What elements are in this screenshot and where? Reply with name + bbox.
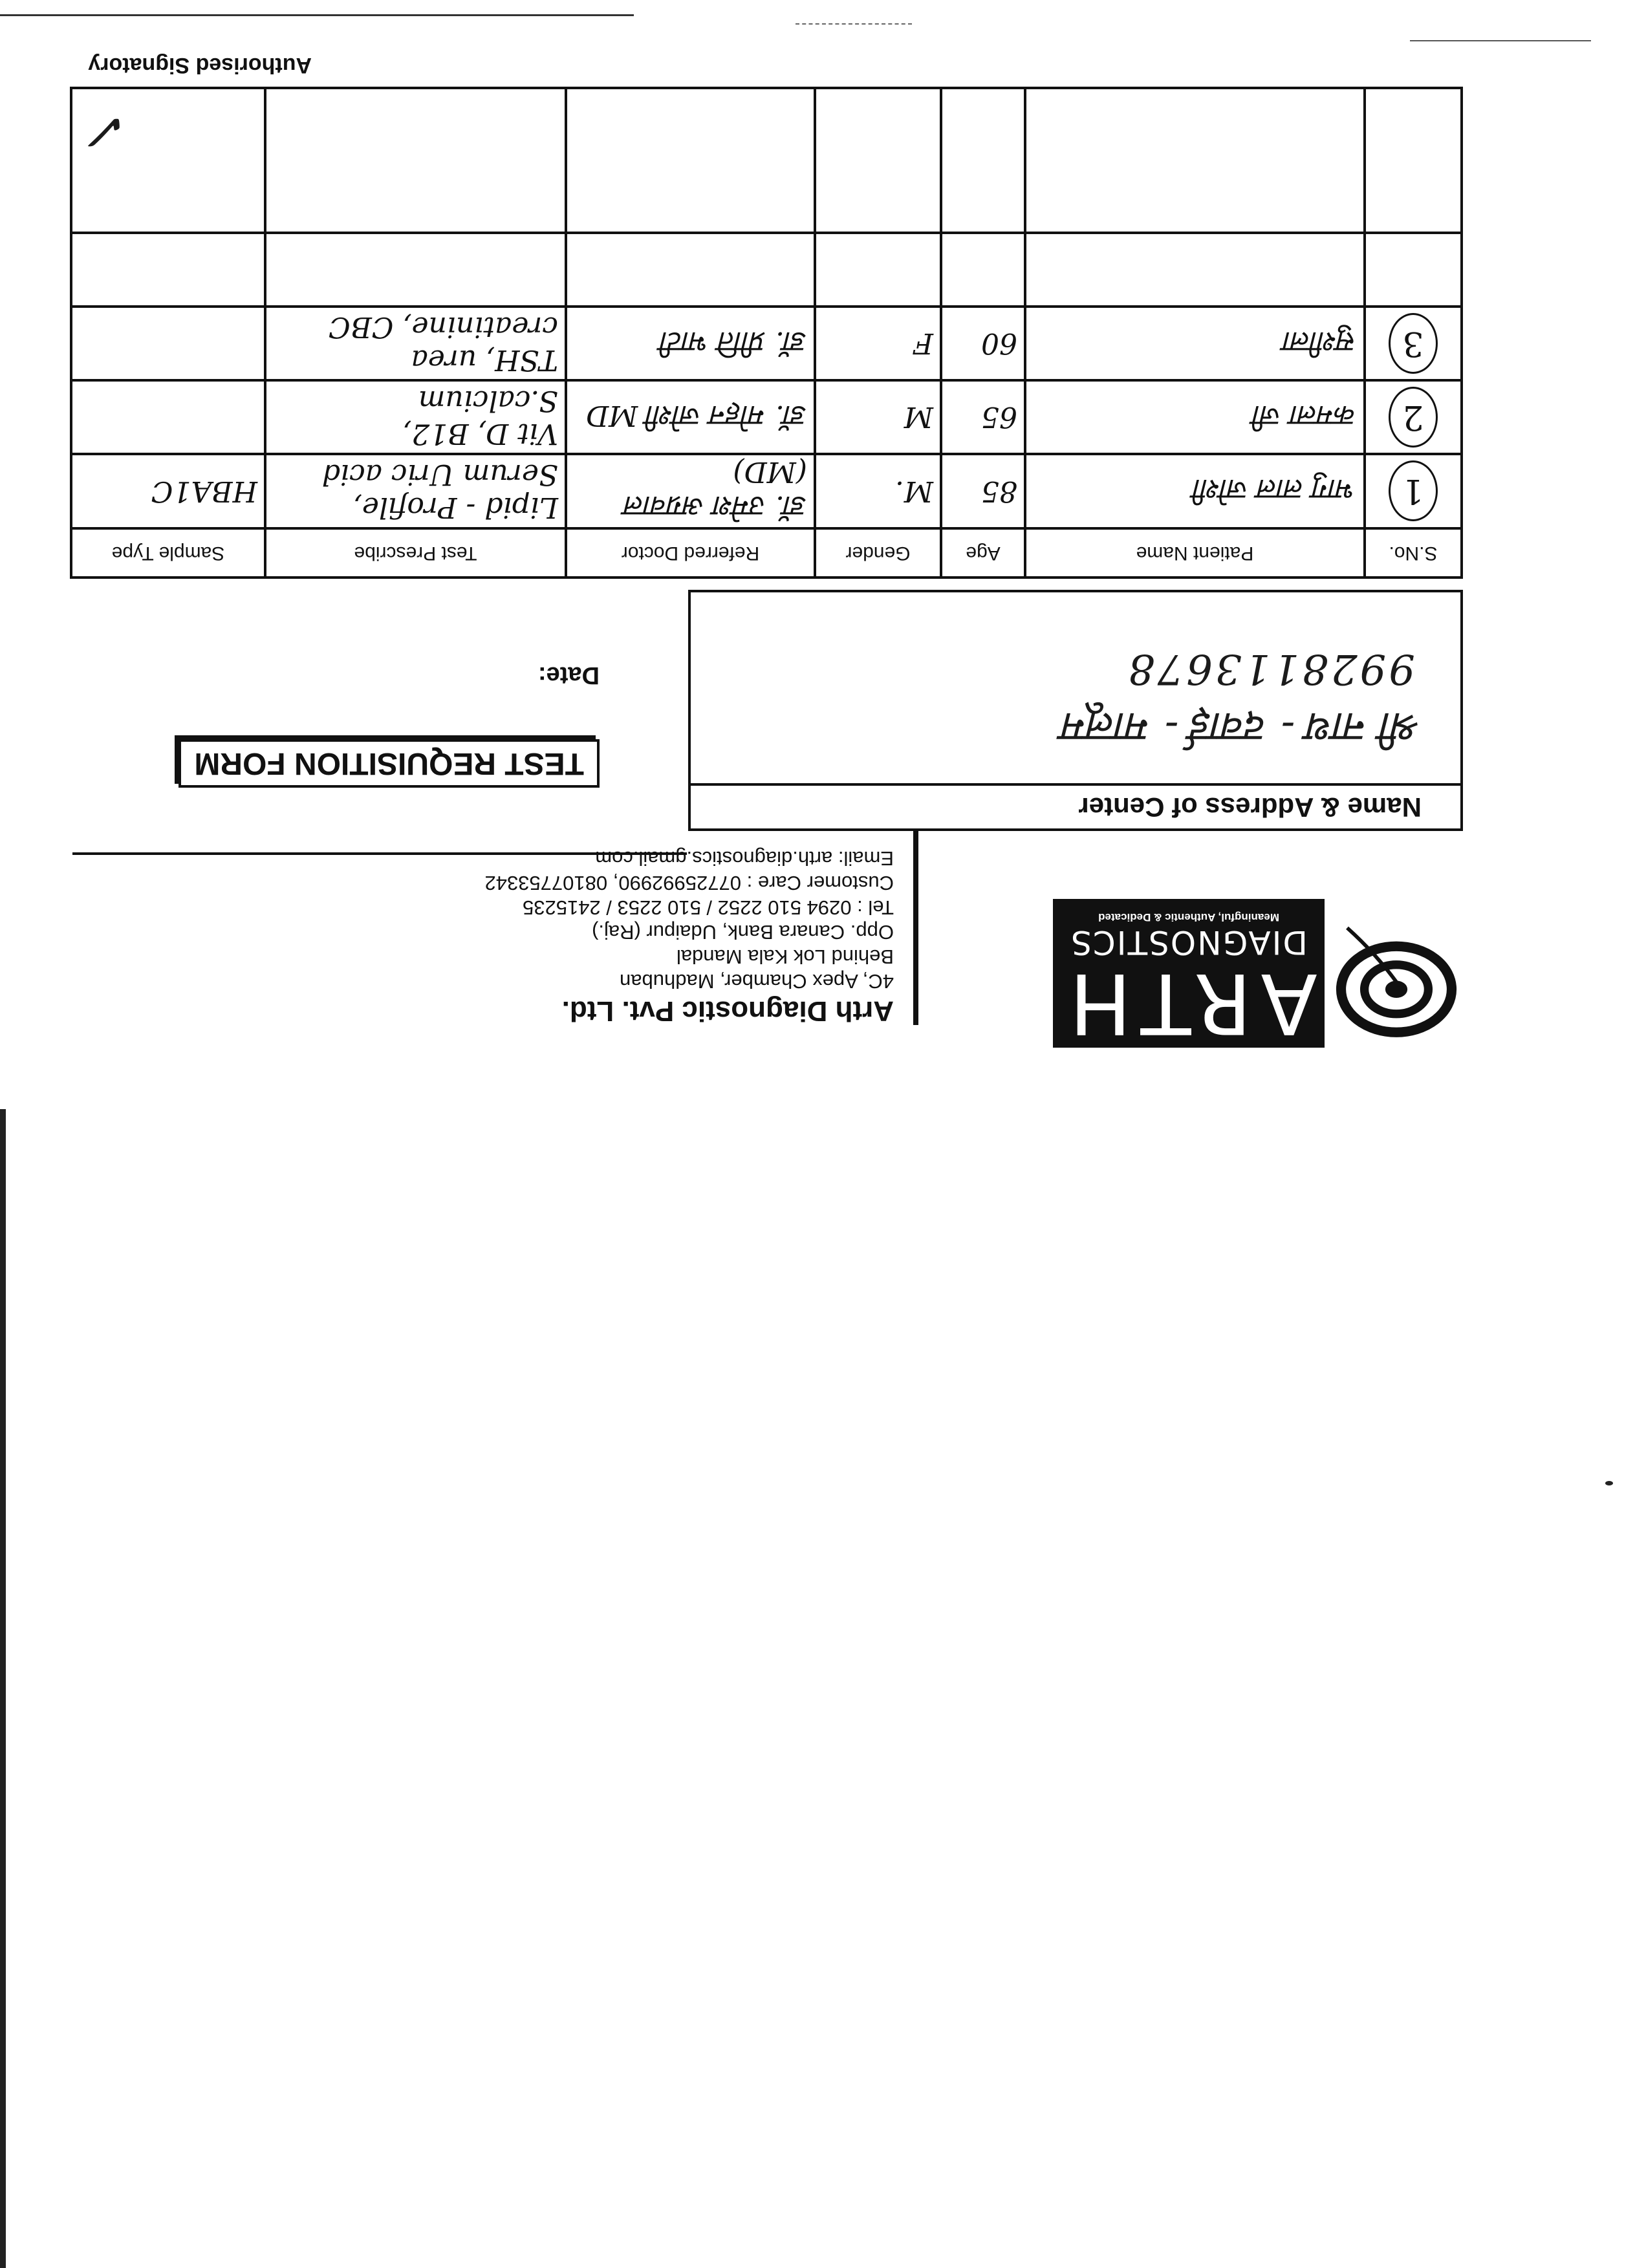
logo-wordmark [1053,899,1325,1051]
test-requisition-form [72,26,1463,1061]
row-sno [1365,380,1462,454]
customer-care: Customer Care : 07725992990, 08107753342 [484,872,894,894]
logo-subtitle: DIAGNOSTICS [1070,923,1308,961]
row-sample [71,380,265,454]
authorised-signatory-label: Authorised Signatory [88,53,312,78]
row-age [941,88,1025,233]
header-referred-doctor: Referred Doctor [566,528,815,578]
row-test [265,88,566,233]
email: Email: arth.diagnostics.gmail.com [595,847,894,870]
row-doctor [566,88,815,233]
scan-edge-line [0,14,634,16]
address-line-1: 4C, Apex Chamber, Madhuban [620,970,894,993]
row-doctor: डॉ. मोहन जोशी MD [566,380,815,454]
row-age: 60 [941,307,1025,380]
row-patient [1025,88,1365,233]
row-sno [1365,454,1462,528]
row-age: 85 [941,454,1025,528]
center-info-box [688,590,1463,831]
header-patient-name: Patient Name [1025,528,1365,578]
row-age: 65 [941,380,1025,454]
table-row [71,380,1462,454]
row-doctor: डॉ. प्रीति भाटी [566,307,815,380]
row-patient: कमला जी [1025,380,1365,454]
header-rule [72,852,687,855]
row-doctor: डॉ. उमेश अग्रवाल (MD) [566,454,815,528]
row-age [941,233,1025,307]
target-emblem-icon [1335,925,1458,1048]
center-title: Name & Address of Center [691,783,1460,828]
header-age: Age [941,528,1025,578]
row-gender: M [815,380,941,454]
scan-left-border [0,1109,6,2268]
logo-tagline: Meaningful, Authentic & Dedicated [1098,911,1279,923]
circled-number: 3 [1389,313,1438,374]
center-phone-handwritten: 9928113678 [1125,645,1415,693]
company-info [389,846,894,1028]
header-gender: Gender [815,528,941,578]
form-title: TEST REQUISITION FORM [179,739,600,788]
table-row [71,233,1462,307]
company-name: Arth Diagnostic Pvt. Ltd. [561,995,894,1027]
row-patient: सुशीला [1025,307,1365,380]
row-test: TSH, urea creatinine, CBC [265,307,566,380]
row-gender: M. [815,454,941,528]
row-patient [1025,233,1365,307]
header-divider [913,831,918,1025]
row-gender [815,233,941,307]
scan-edge-dash [796,23,912,25]
telephone: Tel : 0294 510 2252 / 510 2253 / 2415235 [523,896,894,919]
table-row [71,454,1462,528]
scan-speck [1605,1481,1613,1485]
logo-name: ARTH [1060,955,1317,1051]
table-row [71,307,1462,380]
signature-mark-icon: ✓ [87,102,131,162]
table-row [71,88,1462,233]
address-line-3: Opp. Canara Bank, Udaipur (Raj.) [592,921,894,944]
center-name-handwritten: श्री नाथ - दवाई - मालूम [1063,703,1422,751]
header-test-prescribe: Test Prescribe [265,528,566,578]
row-sno [1365,88,1462,233]
row-sample [71,233,265,307]
circled-number: 2 [1389,387,1438,448]
circled-number: 1 [1389,461,1438,522]
header-sno: S.No. [1365,528,1462,578]
row-gender [815,88,941,233]
row-sample: HBA1C [71,454,265,528]
row-sample [71,307,265,380]
address-line-2: Behind Lok Kala Mandal [676,945,894,968]
date-label: Date: [537,662,600,689]
brand-logo [1010,886,1463,1061]
row-sno [1365,233,1462,307]
row-sno [1365,307,1462,380]
header-sample-type: Sample Type [71,528,265,578]
row-test [265,233,566,307]
patient-table [70,87,1463,579]
row-patient: भागु लाल जोशी [1025,454,1365,528]
row-test: Lipid - Profile, Serum Uric acid [265,454,566,528]
row-doctor [566,233,815,307]
table-header-row [71,528,1462,578]
row-test: Vit D, B12, S.calcium [265,380,566,454]
row-gender: F [815,307,941,380]
